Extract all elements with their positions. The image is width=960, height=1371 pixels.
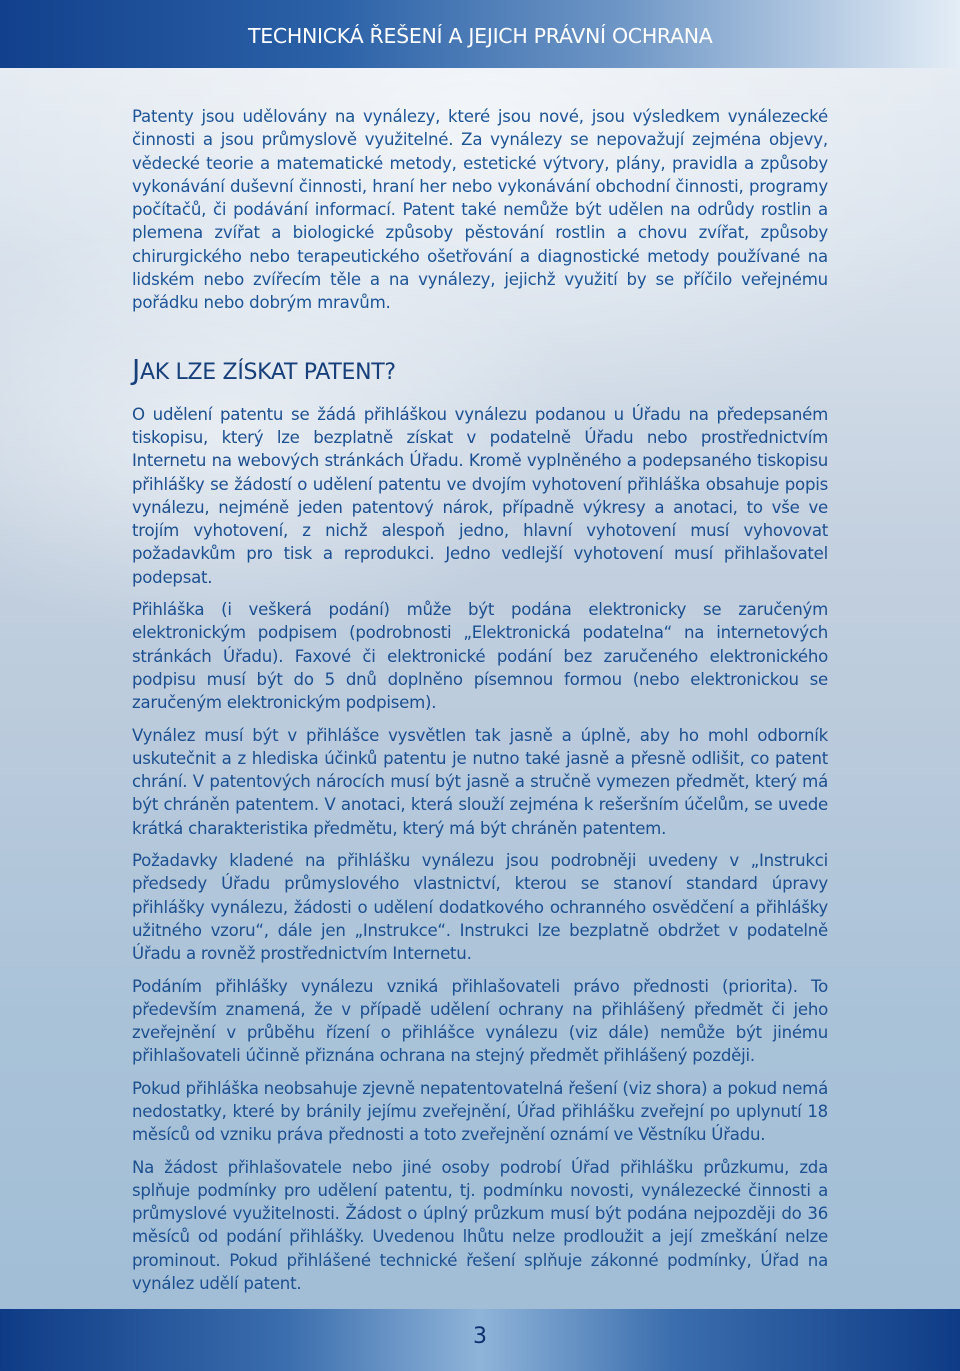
header-bar [0, 0, 960, 68]
main-content [132, 105, 828, 1295]
intro-paragraph: Patenty jsou udělovány na vynálezy, které jsou nové, jsou výsledkem vynálezecké činnosti a jsou průmyslově využitelné. Za vynálezy se nepovažují zejména objevy, vědecké teorie a matematické metody, estetické výtvory, plány, pravidla a způsoby vykonávání duševní činnosti, hraní her nebo vykonávání obchodní činnosti, programy počítačů, či podávání informací. Patent také nemůže být udělen na odrůdy rostlin a plemena zvířat a biologické způsoby pěstování rostlin a chovu zvířat, způsoby chirurgického nebo terapeutického ošetřování a diagnostické metody používané na lidském nebo zvířecím těle a na vynálezy, jejichž využití by se příčilo veřejnému pořádku nebo dobrým mravům. [132, 107, 828, 313]
page-number: 3 [473, 1324, 487, 1349]
section-heading-rest: AK LZE ZÍSKAT PATENT? [139, 359, 396, 385]
paragraph-description: Vynález musí být v přihlášce vysvětlen tak jasně a úplně, aby ho mohl odborník uskutečnit a z hlediska účinků patentu je nutno také jasně a přesně odlišit, co patent chrání. V patentových nárocích musí být jasně a stručně vymezen předmět, který má být chráněn patentem. V anotaci, která slouží zejména k rešeršním účelům, se uvede krátká charakteristika předmětu, který má být chráněn patentem. [132, 725, 828, 838]
paragraph-priority: Podáním přihlášky vynálezu vzniká přihlašovateli právo přednosti (priorita). To především znamená, že v případě udělení ochrany na přihlášený předmět či jeho zveřejnění v průběhu řízení o přihlášce vynálezu (viz dále) nemůže být jinému přihlašovateli účinně přiznána ochrana na stejný předmět přihlášený později. [132, 976, 828, 1066]
paragraph-examination: Na žádost přihlašovatele nebo jiné osoby podrobí Úřad přihlášku průzkumu, zda splňuje podmínky pro udělení patentu, tj. podmínku novosti, vynálezecké činnosti a průmyslové využitelnosti. Žádost o úplný průzkum musí být podána nejpozději do 36 měsíců od podání přihlášky. Uvedenou lhůtu nelze prodloužit a její zmeškání nelze prominout. Pokud přihlášené technické řešení splňuje zákonné podmínky, Úřad na vynález udělí patent. [132, 1157, 828, 1294]
section-heading-initial: J [132, 352, 140, 386]
paragraph-application: O udělení patentu se žádá přihláškou vynálezu podanou u Úřadu na předepsaném tiskopisu, který lze bezplatně získat v podatelně Úřadu nebo prostřednictvím Internetu na webových stránkách Úřadu. Kromě vyplněného a podepsaného tiskopisu přihlášky se žádostí o udělení patentu ve dvojím vyhotovení přihláška obsahuje popis vynálezu, nejméně jeden patentový nárok, případně výkresy a anotaci, to vše ve trojím vyhotovení, z nichž alespoň jedno, hlavní vyhotovení musí vyhovovat požadavkům pro tisk a reprodukci. Jedno vedlejší vyhotovení musí přihlašovatel podepsat. [132, 404, 828, 587]
section-heading [132, 353, 828, 386]
paragraph-electronic-filing: Přihláška (i veškerá podání) může být podána elektronicky se zaručeným elektronickým podpisem (podrobnosti „Elektronická podatelna“ na internetových stránkách Úřadu). Faxové či elektronické podání bez zaručeného elektronického podpisu musí být do 5 dnů doplněno písemnou formou (nebo elektronickou se zaručeným elektronickým podpisem). [132, 600, 828, 713]
paragraph-requirements: Požadavky kladené na přihlášku vynálezu jsou podrobněji uvedeny v „Instrukci předsedy Úřadu průmyslového vlastnictví, kterou se stanoví standard úpravy přihlášky vynálezu, žádosti o udělení dodatkového ochranného osvědčení a přihlášky užitného vzoru“, dále jen „Instrukce“. Instrukci lze bezplatně obdržet v podatelně Úřadu a rovněž prostřednictvím Internetu. [132, 851, 828, 964]
paragraph-publication: Pokud přihláška neobsahuje zjevně nepatentovatelná řešení (viz shora) a pokud nemá nedostatky, které by bránily jejímu zveřejnění, Úřad přihlášku zveřejní po uplynutí 18 měsíců od vzniku práva přednosti a toto zveřejnění oznámí ve Věstníku Úřadu. [132, 1078, 828, 1145]
header-title: TECHNICKÁ ŘEŠENÍ A JEJICH PRÁVNÍ OCHRANA [248, 24, 713, 48]
